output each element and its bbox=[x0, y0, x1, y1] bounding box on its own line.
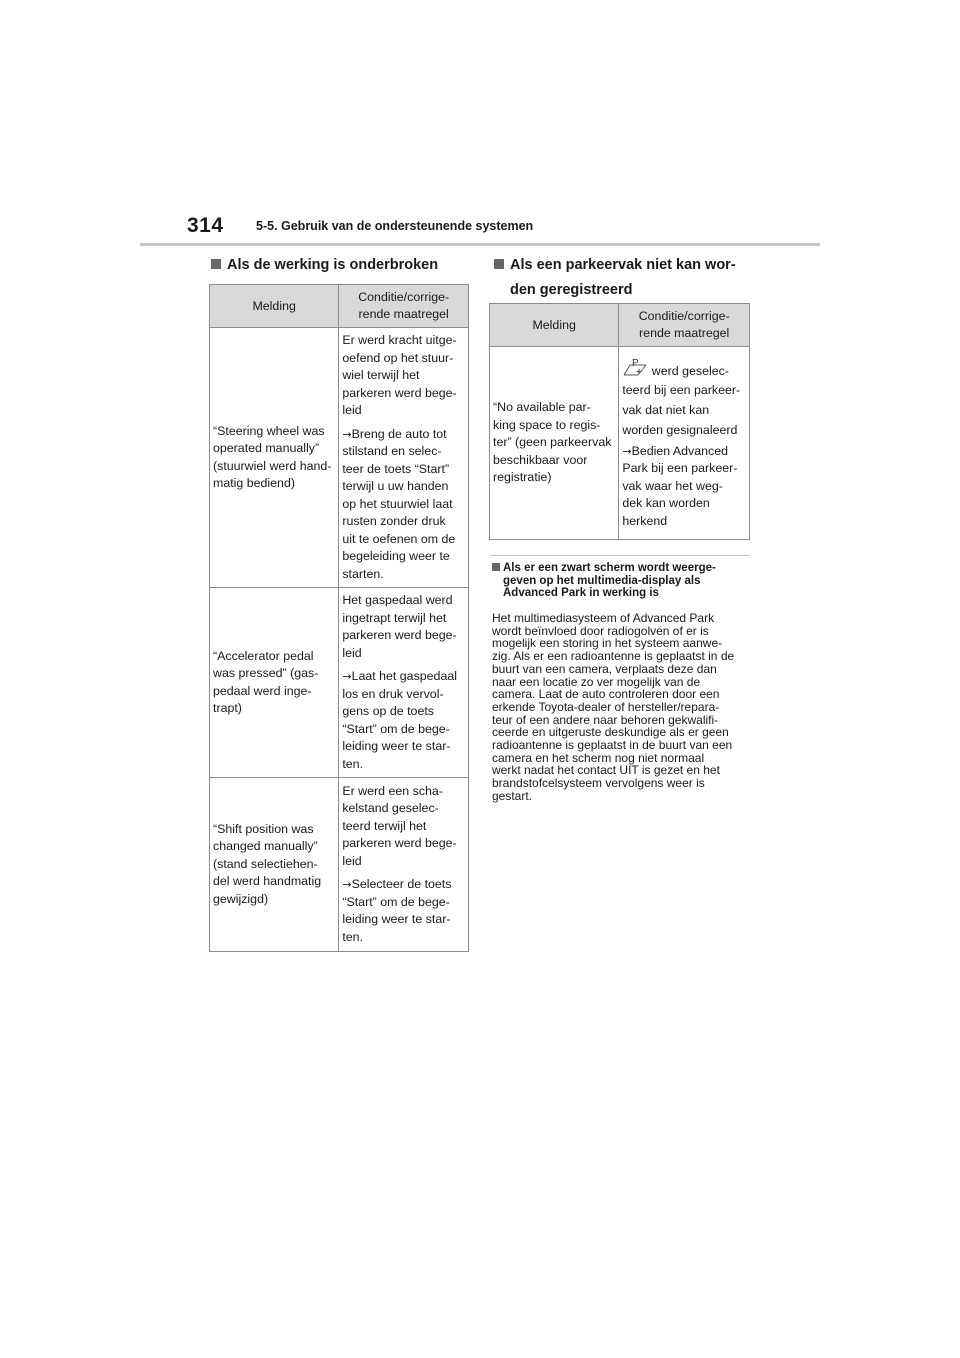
note-heading: Als er een zwart scherm wordt weerge- geven op het multimedia-display als Advanced Park in werking is bbox=[492, 562, 750, 600]
svg-text:P: P bbox=[632, 357, 640, 369]
col-header-conditie: Conditie/corrige- rende maatregel bbox=[339, 285, 469, 328]
col-header-melding: Melding bbox=[210, 285, 339, 328]
header-rule bbox=[140, 243, 820, 246]
table-row bbox=[210, 588, 469, 778]
square-bullet-icon bbox=[211, 259, 221, 269]
arrow-icon: → bbox=[342, 670, 352, 683]
message-cell: “No available par- king space to regis- ter” (geen parkeervak beschikbaar voor registratie) bbox=[490, 347, 619, 540]
message-cell: “Shift position was changed manually” (stand selectiehen- del werd handmatig gewijzigd) bbox=[210, 778, 339, 952]
note-body: Het multimediasysteem of Advanced Park wordt beïnvloed door radiogolven of er is mogelijk een storing in het systeem aanwe- zig. Als er een radioantenne is geplaatst in de buurt van een camera, verplaats deze dan naar een locatie zo ver mogelijk van de camera. Laat de auto controleren door een erkende Toyota-dealer of hersteller/repara- teur of een andere naar behoren gekwalifi- ceerde en uitgeruste deskundige als er geen radioantenne is geplaatst in de buurt van een camera en het scherm nog niet normaal werkt nadat het contact UIT is gezet en het brandstofcelsysteem vervolgens weer is gestart. bbox=[492, 611, 735, 803]
arrow-icon: → bbox=[342, 878, 352, 892]
arrow-icon: → bbox=[342, 427, 352, 441]
square-bullet-icon bbox=[494, 259, 504, 269]
table-row bbox=[210, 328, 469, 588]
table-row bbox=[490, 347, 750, 540]
message-cell: “Steering wheel was operated manually” (stuurwiel werd hand- matig bediend) bbox=[210, 328, 339, 588]
table-header-row bbox=[490, 304, 750, 347]
table-header-row bbox=[210, 285, 469, 328]
chapter-title: 5-5. Gebruik van de ondersteunende systemen bbox=[256, 219, 534, 233]
section-heading-no-parking-space: Als een parkeervak niet kan wor- den geregistreerd bbox=[494, 255, 754, 301]
page-number: 314 bbox=[187, 214, 224, 237]
parking-space-icon bbox=[622, 356, 648, 378]
message-cell: “Accelerator pedal was pressed” (gas- pedaal werd inge- trapt) bbox=[210, 588, 339, 778]
section-heading-text: Als de werking is onderbroken bbox=[227, 257, 439, 273]
square-bullet-icon bbox=[492, 563, 500, 571]
parking-space-messages-table bbox=[489, 303, 750, 540]
col-header-conditie: Conditie/corrige- rende maatregel bbox=[619, 304, 750, 347]
condition-cell: P werd geselec- teerd bij een parkeer- vak dat niet kan worden gesignaleerd →Bedien Advanced Park bij een parkeer- vak waar het weg- dek kan worden herkend bbox=[619, 347, 750, 540]
arrow-icon: → bbox=[622, 444, 632, 458]
condition-cell: Het gaspedaal werd ingetrapt terwijl het parkeren werd bege- leid →Laat het gaspedaal los en druk vervol- gens op de toets “Start” om de bege- leiding weer te star- ten. bbox=[339, 588, 469, 778]
interruption-messages-table bbox=[209, 284, 469, 952]
table-row bbox=[210, 778, 469, 952]
note-divider bbox=[490, 555, 750, 556]
section-heading-operation-interrupted bbox=[211, 255, 473, 276]
col-header-melding: Melding bbox=[490, 304, 619, 347]
condition-cell: Er werd kracht uitge- oefend op het stuur- wiel terwijl het parkeren werd bege- leid →Breng de auto tot stilstand en selec- teer de toets “Start” terwijl u uw handen op het stuurwiel laat rusten zonder druk uit te oefenen om de begeleiding weer te starten. bbox=[339, 328, 469, 588]
condition-cell: Er werd een scha- kelstand geselec- teerd terwijl het parkeren werd bege- leid →Selecteer de toets “Start” om de bege- leiding weer te star- ten. bbox=[339, 778, 469, 952]
